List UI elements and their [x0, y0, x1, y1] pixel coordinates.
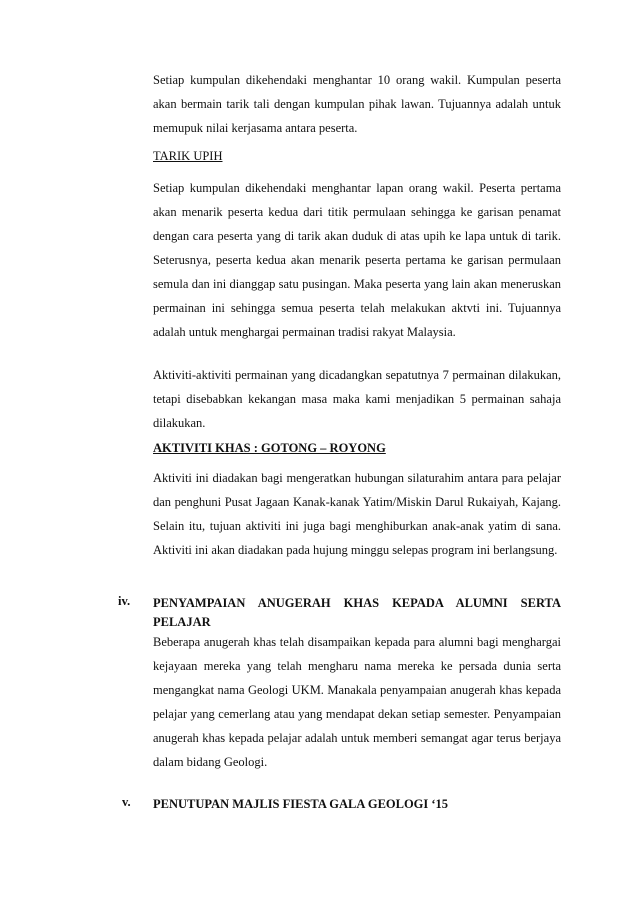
subheading-gotong-wrap — [153, 436, 561, 460]
paragraph-text: Aktiviti ini diadakan bagi mengeratkan hubungan silaturahim antara para pelajar dan penghuni Pusat Jagaan Kanak-kanak Yatim/Miskin Darul Rukaiyah, Kajang. Selain itu, tujuan aktiviti ini juga bagi menghiburkan anak-anak yatim di sana. Aktiviti ini akan diadakan pada hujung minggu selepas program ini berlangsung. — [153, 471, 561, 557]
subheading-tarik-upih: TARIK UPIH — [153, 149, 223, 163]
paragraph-anugerah — [153, 630, 561, 774]
subheading-tarik-upih-wrap — [153, 144, 561, 168]
paragraph-aktiviti-permainan — [153, 363, 561, 435]
section-heading-iv: PENYAMPAIAN ANUGERAH KHAS KEPADA ALUMNI SERTA PELAJAR — [153, 596, 561, 629]
subheading-gotong-royong: AKTIVITI KHAS : GOTONG – ROYONG — [153, 441, 386, 455]
section-number-iv: iv. — [118, 594, 131, 608]
paragraph-gotong-royong — [153, 466, 561, 562]
paragraph-text: Setiap kumpulan dikehendaki menghantar 10 orang wakil. Kumpulan peserta akan bermain tarik tali dengan kumpulan pihak lawan. Tujuannya adalah untuk memupuk nilai kerjasama antara peserta. — [153, 73, 561, 135]
paragraph-text: Aktiviti-aktiviti permainan yang dicadangkan sepatutnya 7 permainan dilakukan, tetapi disebabkan kekangan masa maka kami menjadikan 5 permainan sahaja dilakukan. — [153, 368, 561, 430]
section-number-v: v. — [122, 795, 131, 809]
section-heading-v: PENUTUPAN MAJLIS FIESTA GALA GEOLOGI ‘15 — [153, 797, 449, 811]
paragraph-tarik-tali — [153, 68, 561, 140]
paragraph-text: Setiap kumpulan dikehendaki menghantar lapan orang wakil. Peserta pertama akan menarik peserta kedua dari titik permulaan sehingga ke garisan penamat dengan cara peserta yang di tarik akan duduk di atas upih ke lapa untuk di tarik. Seterusnya, peserta kedua akan menarik peserta pertama ke garisan permulaan semula dan ini dianggap satu pusingan. Maka peserta yang lain akan meneruskan permainan ini sehingga semua peserta telah melakukan aktvti ini. Tujuannya adalah untuk menghargai permainan tradisi rakyat Malaysia. — [153, 181, 561, 339]
paragraph-tarik-upih — [153, 176, 561, 344]
paragraph-text: Beberapa anugerah khas telah disampaikan kepada para alumni bagi menghargai kejayaan mereka yang telah mengharu nama mereka ke persada dunia serta mengangkat nama Geologi UKM. Manakala penyampaian anugerah khas kepada pelajar yang cemerlang atau yang mendapat dekan setiap semester. Penyampaian anugerah khas kepada pelajar adalah untuk memberi semangat agar terus berjaya dalam bidang Geologi. — [153, 635, 561, 769]
